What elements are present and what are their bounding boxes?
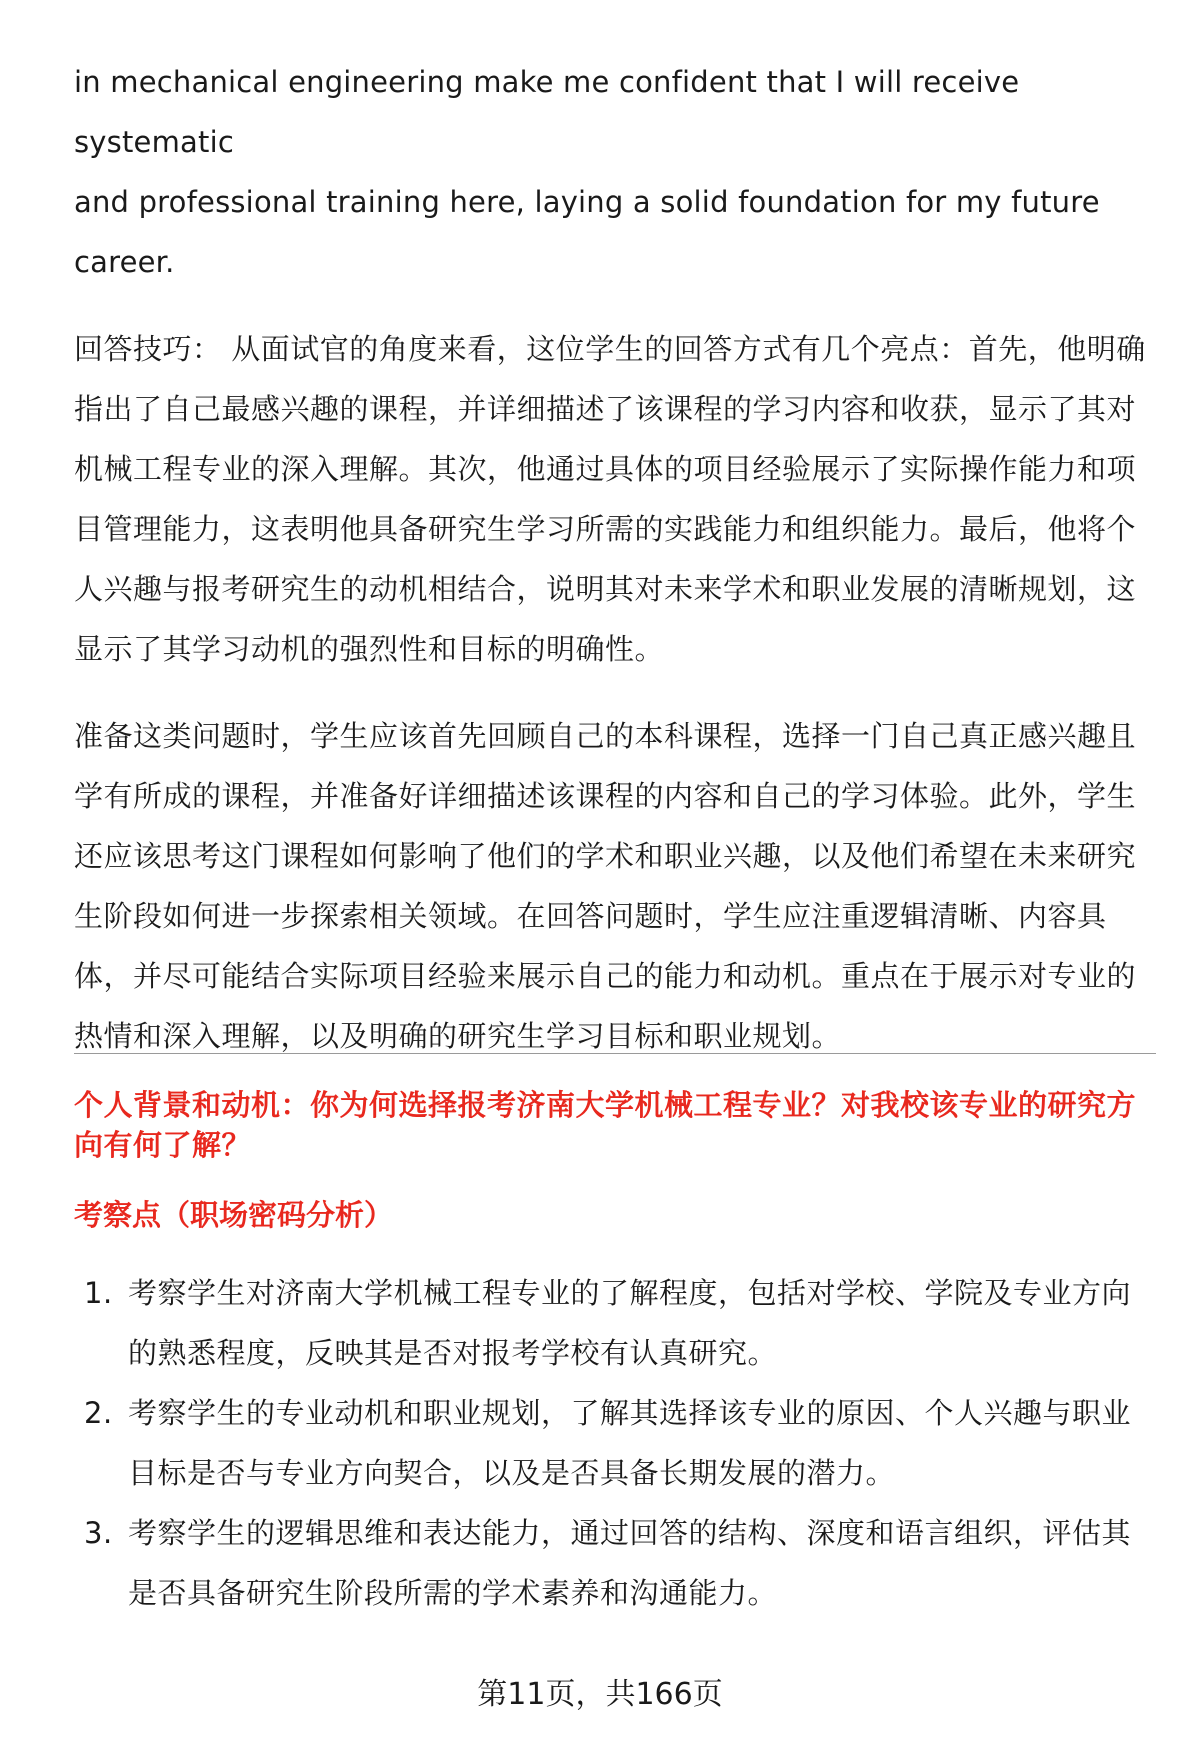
text-line: 学有所成的课程，并准备好详细描述该课程的内容和自己的学习体验。此外，学生 bbox=[74, 779, 1137, 813]
assessment-points-list bbox=[74, 1263, 1156, 1623]
list-number: 3. bbox=[84, 1516, 113, 1550]
text-line: 生阶段如何进一步探索相关领域。在回答问题时，学生应注重逻辑清晰、内容具 bbox=[74, 899, 1107, 933]
question-heading bbox=[74, 1085, 1156, 1165]
text-line: and professional training here, laying a solid foundation for my future bbox=[74, 185, 1100, 219]
list-item bbox=[74, 1263, 1156, 1383]
text-line: 考察学生的专业动机和职业规划，了解其选择该专业的原因、个人兴趣与职业 bbox=[128, 1396, 1132, 1430]
text-line: 目管理能力，这表明他具备研究生学习所需的实践能力和组织能力。最后，他将个 bbox=[74, 512, 1137, 546]
text-line: career. bbox=[74, 245, 175, 279]
list-number: 2. bbox=[84, 1396, 113, 1430]
text-line: 指出了自己最感兴趣的课程，并详细描述了该课程的学习内容和收获，显示了其对 bbox=[74, 392, 1137, 426]
body-content bbox=[74, 52, 1156, 1066]
text-line: 是否具备研究生阶段所需的学术素养和沟通能力。 bbox=[128, 1576, 778, 1610]
text-line: in mechanical engineering make me confident that I will receive systematic bbox=[74, 65, 1020, 159]
section-divider bbox=[74, 1053, 1156, 1054]
text-line: 向有何了解？ bbox=[74, 1128, 252, 1162]
prep-paragraph bbox=[74, 706, 1156, 1066]
text-line: 考察学生对济南大学机械工程专业的了解程度，包括对学校、学院及专业方向 bbox=[128, 1276, 1132, 1310]
tips-paragraph bbox=[74, 319, 1156, 679]
intro-paragraph bbox=[74, 52, 1156, 292]
text-line: 还应该思考这门课程如何影响了他们的学术和职业兴趣，以及他们希望在未来研究 bbox=[74, 839, 1137, 873]
text-line: 机械工程专业的深入理解。其次，他通过具体的项目经验展示了实际操作能力和项 bbox=[74, 452, 1137, 486]
text-line: 体，并尽可能结合实际项目经验来展示自己的能力和动机。重点在于展示对专业的 bbox=[74, 959, 1137, 993]
text-line: 个人背景和动机：你为何选择报考济南大学机械工程专业？对我校该专业的研究方 bbox=[74, 1088, 1137, 1122]
text-line: 目标是否与专业方向契合，以及是否具备长期发展的潜力。 bbox=[128, 1456, 896, 1490]
text-line: 热情和深入理解，以及明确的研究生学习目标和职业规划。 bbox=[74, 1019, 842, 1053]
text-line: 的熟悉程度，反映其是否对报考学校有认真研究。 bbox=[128, 1336, 778, 1370]
question-section bbox=[74, 1085, 1156, 1623]
page-number: 第11页，共166页 bbox=[477, 1677, 723, 1712]
list-number: 1. bbox=[84, 1276, 113, 1310]
list-item bbox=[74, 1383, 1156, 1503]
text-line: 准备这类问题时，学生应该首先回顾自己的本科课程，选择一门自己真正感兴趣且 bbox=[74, 719, 1137, 753]
text-line: 回答技巧： 从面试官的角度来看，这位学生的回答方式有几个亮点：首先，他明确 bbox=[74, 332, 1146, 366]
assessment-subheading: 考察点（职场密码分析） bbox=[74, 1198, 394, 1232]
text-line: 人兴趣与报考研究生的动机相结合，说明其对未来学术和职业发展的清晰规划，这 bbox=[74, 572, 1137, 606]
list-item bbox=[74, 1503, 1156, 1623]
text-line: 显示了其学习动机的强烈性和目标的明确性。 bbox=[74, 632, 665, 666]
text-line: 考察学生的逻辑思维和表达能力，通过回答的结构、深度和语言组织，评估其 bbox=[128, 1516, 1132, 1550]
